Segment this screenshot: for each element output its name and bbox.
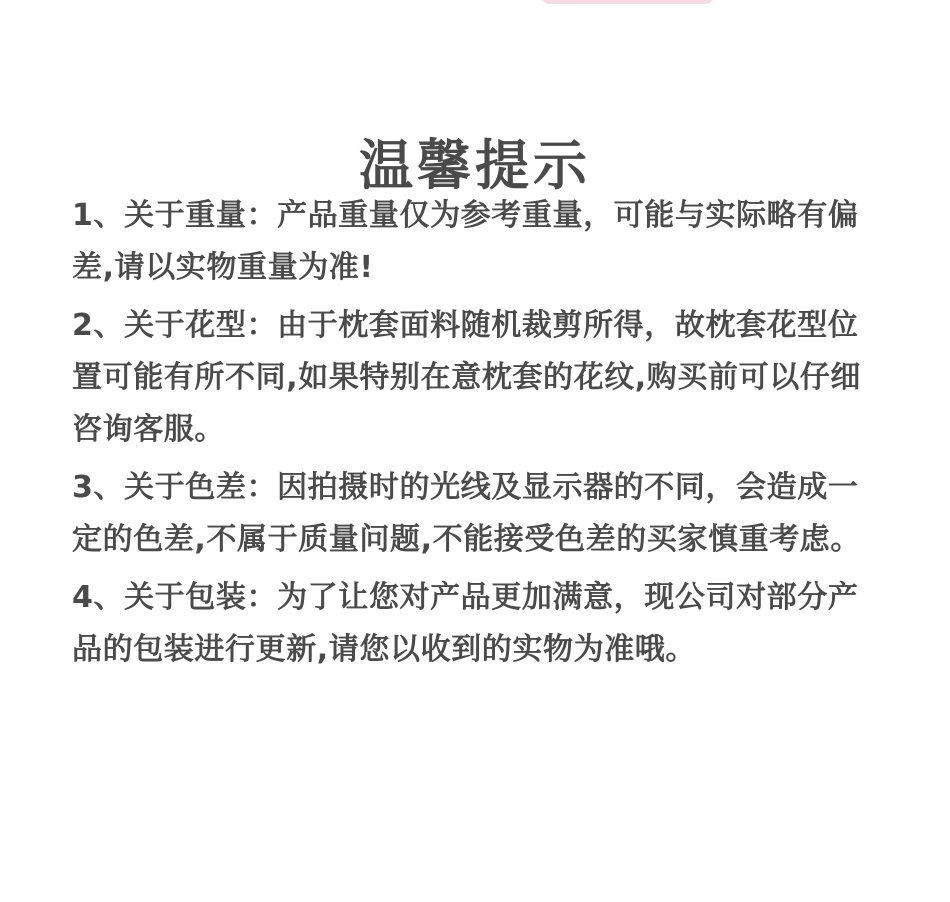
- notice-item-weight: 1、关于重量：产品重量仅为参考重量，可能与实际略有偏差,请以实物重量为准!: [72, 198, 859, 285]
- notice-title: 温馨提示: [359, 134, 591, 198]
- notice-item-pattern: 2、关于花型：由于枕套面料随机裁剪所得，故枕套花型位置可能有所不同,如果特别在意枕套的花纹,购买前可以仔细咨询客服。: [72, 308, 861, 447]
- notice-item-color-difference: 3、关于色差：因拍摄时的光线及显示器的不同，会造成一定的色差,不属于质量问题,不能接受色差的买家慎重考虑。: [72, 470, 861, 557]
- decorative-top-arc: [540, 0, 715, 4]
- notice-list: [72, 190, 884, 682]
- notice-item-packaging: 4、关于包装：为了让您对产品更加满意，现公司对部分产品的包装进行更新,请您以收到的实物为准哦。: [72, 580, 859, 667]
